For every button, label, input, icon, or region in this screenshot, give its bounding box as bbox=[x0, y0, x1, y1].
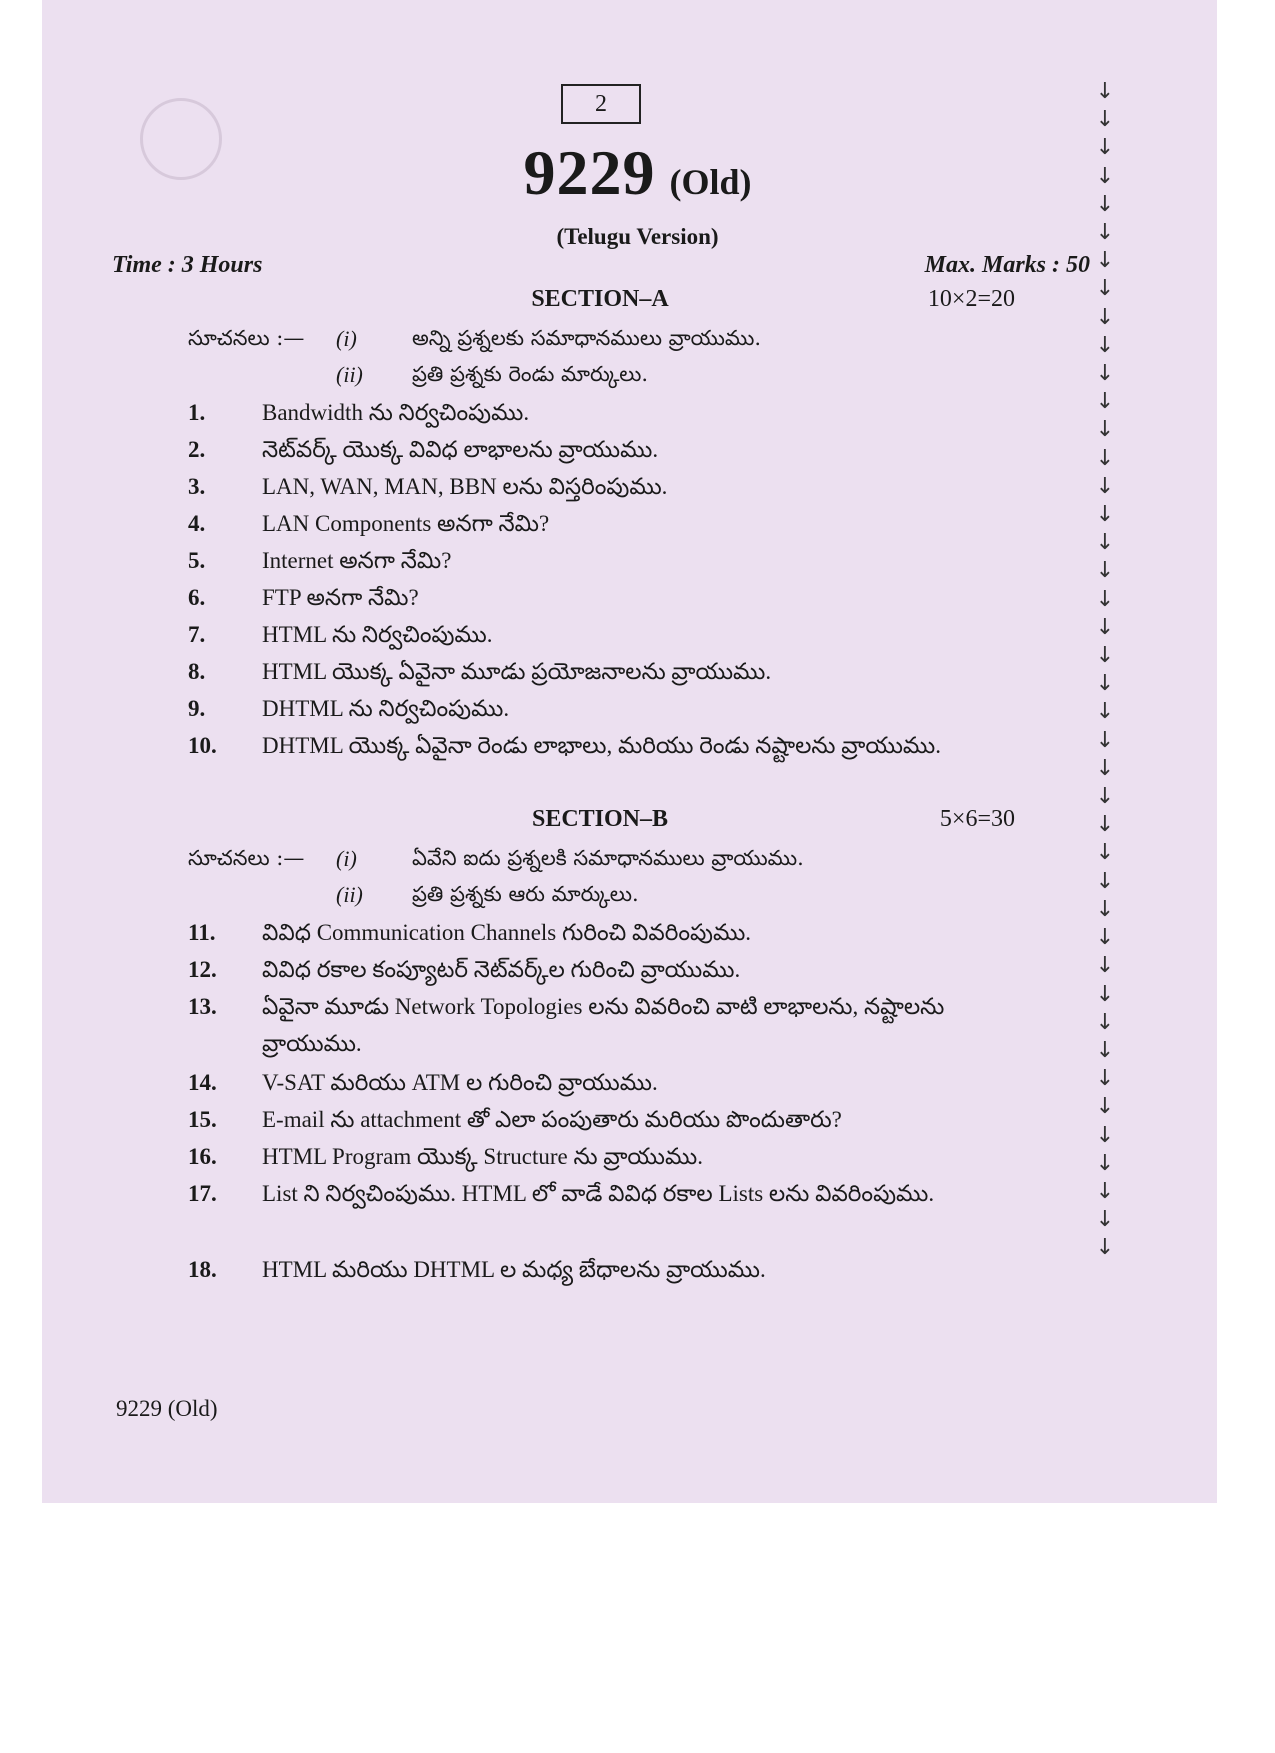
question-text: ఏవైనా మూడు Network Topologies లను వివరించి వాటి లాభాలను, నష్టాలను వ్రాయుము. bbox=[262, 994, 945, 1056]
down-arrow-icon: ↓ bbox=[1095, 79, 1115, 104]
down-arrow-icon: ↓ bbox=[1095, 699, 1115, 725]
down-arrow-icon: ↓ bbox=[1095, 135, 1115, 161]
question-text: HTML మరియు DHTML ల మధ్య బేధాలను వ్రాయుము. bbox=[262, 1257, 766, 1282]
down-arrow-icon: ↓ bbox=[1095, 502, 1115, 528]
question-number: 9. bbox=[188, 696, 206, 721]
question-number: 6. bbox=[188, 585, 206, 610]
down-arrow-icon: ↓ bbox=[1095, 530, 1115, 556]
question-text: List ని నిర్వచింపుము. HTML లో వాడే వివిధ రకాల Lists లను వివరింపుము. bbox=[262, 1181, 935, 1206]
question-number: 10. bbox=[188, 733, 217, 758]
down-arrow-icon: ↓ bbox=[1095, 755, 1115, 781]
down-arrow-icon: ↓ bbox=[1095, 361, 1115, 387]
down-arrow-icon: ↓ bbox=[1095, 1207, 1115, 1233]
section-b-marks: 5×6=30 bbox=[939, 806, 1015, 832]
down-arrow-icon: ↓ bbox=[1095, 1066, 1115, 1092]
down-arrow-icon: ↓ bbox=[1095, 304, 1115, 330]
time-label: Time : 3 Hours bbox=[112, 252, 263, 278]
down-arrow-icon: ↓ bbox=[1095, 586, 1115, 612]
down-arrow-icon: ↓ bbox=[1095, 107, 1115, 133]
down-arrow-icon: ↓ bbox=[1095, 868, 1115, 894]
question-number: 2. bbox=[188, 437, 206, 462]
question-text: LAN, WAN, MAN, BBN లను విస్తరింపుము. bbox=[262, 474, 668, 499]
down-arrow-icon: ↓ bbox=[1095, 981, 1115, 1007]
question-text: DHTML యొక్క ఏవైనా రెండు లాభాలు, మరియు రెండు నష్టాలను వ్రాయుము. bbox=[262, 733, 941, 758]
section-a-note-1-roman: (i) bbox=[336, 326, 357, 351]
margin-arrow-column bbox=[1092, 78, 1118, 1263]
down-arrow-icon: ↓ bbox=[1095, 191, 1115, 217]
down-arrow-icon: ↓ bbox=[1095, 389, 1115, 415]
down-arrow-icon: ↓ bbox=[1095, 614, 1115, 640]
down-arrow-icon: ↓ bbox=[1095, 276, 1115, 302]
version-label: (Telugu Version) bbox=[556, 224, 719, 249]
down-arrow-icon: ↓ bbox=[1095, 953, 1115, 979]
question-number: 7. bbox=[188, 622, 206, 647]
section-a-marks: 10×2=20 bbox=[927, 286, 1015, 312]
section-b-note-1-roman: (i) bbox=[336, 846, 357, 871]
section-b-note-2: ప్రతి ప్రశ్నకు ఆరు మార్కులు. bbox=[412, 882, 639, 906]
question-number: 13. bbox=[188, 994, 217, 1019]
question-text: వివిధ రకాల కంప్యూటర్ నెట్‌వర్క్‌ల గురించి వ్రాయుము. bbox=[262, 957, 741, 982]
section-a-note-label: సూచనలు :— bbox=[188, 326, 305, 350]
section-b-note-2-roman: (ii) bbox=[336, 882, 363, 907]
question-number: 8. bbox=[188, 659, 206, 684]
down-arrow-icon: ↓ bbox=[1095, 417, 1115, 443]
down-arrow-icon: ↓ bbox=[1095, 1150, 1115, 1176]
question-text: HTML యొక్క ఏవైనా మూడు ప్రయోజనాలను వ్రాయుము. bbox=[262, 659, 772, 684]
down-arrow-icon: ↓ bbox=[1095, 163, 1115, 189]
down-arrow-icon: ↓ bbox=[1095, 727, 1115, 753]
down-arrow-icon: ↓ bbox=[1095, 1235, 1115, 1261]
section-a-note-2: ప్రతి ప్రశ్నకు రెండు మార్కులు. bbox=[412, 362, 649, 386]
paper-variant: (Old) bbox=[669, 162, 752, 202]
down-arrow-icon: ↓ bbox=[1095, 896, 1115, 922]
down-arrow-icon: ↓ bbox=[1095, 1178, 1115, 1204]
question-text: HTML ను నిర్వచింపుము. bbox=[262, 622, 493, 647]
down-arrow-icon: ↓ bbox=[1095, 784, 1115, 810]
section-b-note-label: సూచనలు :— bbox=[188, 846, 305, 870]
down-arrow-icon: ↓ bbox=[1095, 332, 1115, 358]
down-arrow-icon: ↓ bbox=[1095, 925, 1115, 951]
section-a-title: SECTION–A bbox=[531, 286, 669, 312]
down-arrow-icon: ↓ bbox=[1095, 812, 1115, 838]
section-b-title: SECTION–B bbox=[531, 806, 669, 832]
section-a-note-2-roman: (ii) bbox=[336, 362, 363, 387]
question-number: 3. bbox=[188, 474, 206, 499]
down-arrow-icon: ↓ bbox=[1095, 445, 1115, 471]
down-arrow-icon: ↓ bbox=[1095, 558, 1115, 584]
down-arrow-icon: ↓ bbox=[1095, 1094, 1115, 1120]
question-text: V-SAT మరియు ATM ల గురించి వ్రాయుము. bbox=[262, 1070, 658, 1095]
down-arrow-icon: ↓ bbox=[1095, 671, 1115, 697]
question-text: Internet అనగా నేమి? bbox=[262, 548, 452, 573]
footer-paper-code: 9229 (Old) bbox=[116, 1396, 218, 1421]
question-text: వివిధ Communication Channels గురించి వివరింపుము. bbox=[262, 920, 752, 945]
down-arrow-icon: ↓ bbox=[1095, 1037, 1115, 1063]
question-text: Bandwidth ను నిర్వచింపుము. bbox=[262, 400, 530, 425]
question-text: E-mail ను attachment తో ఎలా పంపుతారు మరియు పొందుతారు? bbox=[262, 1107, 842, 1132]
paper-code-title bbox=[0, 136, 1275, 210]
max-marks-label: Max. Marks : 50 bbox=[924, 252, 1090, 278]
page-number-box: 2 bbox=[561, 84, 641, 124]
question-number: 12. bbox=[188, 957, 217, 982]
question-text: FTP అనగా నేమి? bbox=[262, 585, 419, 610]
paper-code: 9229 bbox=[523, 137, 656, 208]
down-arrow-icon: ↓ bbox=[1095, 473, 1115, 499]
question-number: 15. bbox=[188, 1107, 217, 1132]
question-text: నెట్‌వర్క్ యొక్క వివిధ లాభాలను వ్రాయుము. bbox=[262, 437, 659, 462]
question-number: 1. bbox=[188, 400, 206, 425]
section-b-note-1: ఏవేని ఐదు ప్రశ్నలకి సమాధానములు వ్రాయుము. bbox=[412, 846, 804, 870]
question-number: 16. bbox=[188, 1144, 217, 1169]
question-number: 17. bbox=[188, 1181, 217, 1206]
question-number: 4. bbox=[188, 511, 206, 536]
down-arrow-icon: ↓ bbox=[1095, 220, 1115, 246]
question-number: 14. bbox=[188, 1070, 217, 1095]
question-text: HTML Program యొక్క Structure ను వ్రాయుము. bbox=[262, 1144, 704, 1169]
section-a-note-1: అన్ని ప్రశ్నలకు సమాధానములు వ్రాయుము. bbox=[412, 326, 762, 350]
down-arrow-icon: ↓ bbox=[1095, 1009, 1115, 1035]
down-arrow-icon: ↓ bbox=[1095, 643, 1115, 669]
question-number: 18. bbox=[188, 1257, 217, 1282]
question-text: LAN Components అనగా నేమి? bbox=[262, 511, 550, 536]
question-number: 11. bbox=[188, 920, 216, 945]
question-text: DHTML ను నిర్వచింపుము. bbox=[262, 696, 510, 721]
down-arrow-icon: ↓ bbox=[1095, 248, 1115, 274]
question-number: 5. bbox=[188, 548, 206, 573]
down-arrow-icon: ↓ bbox=[1095, 1122, 1115, 1148]
down-arrow-icon: ↓ bbox=[1095, 840, 1115, 866]
